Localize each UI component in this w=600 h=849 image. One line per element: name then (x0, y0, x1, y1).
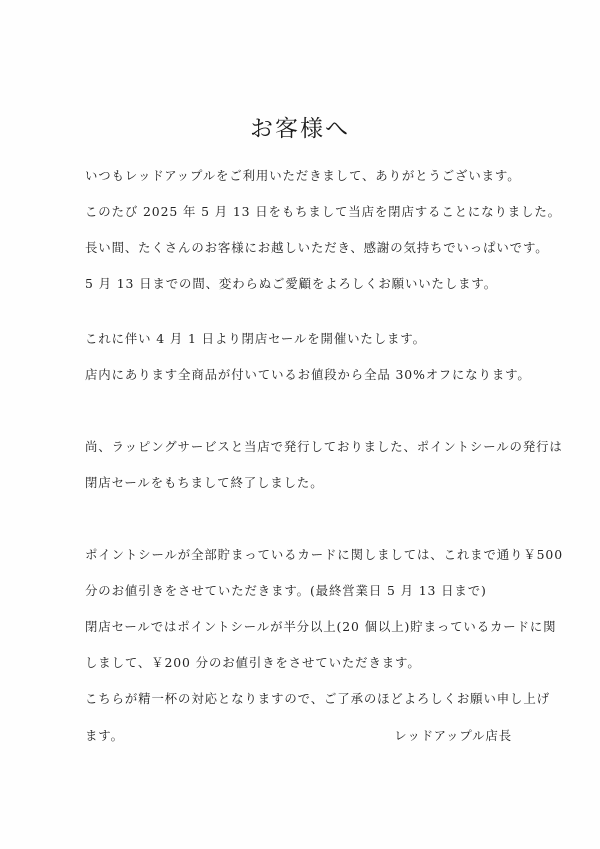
sale-line-1: これに伴い 4 月 1 日より閉店セールを開催いたします。 (85, 331, 426, 346)
points-line-6: ます。 (85, 728, 124, 743)
greeting-line-2: このたび 2025 年 5 月 13 日をもちまして当店を閉店することになりました。 (85, 204, 561, 219)
points-line-1: ポイントシールが全部貯まっているカードに関しましては、これまで通り￥500 (85, 547, 563, 562)
points-line-4: しまして、￥200 分のお値引きをさせていただきます。 (85, 655, 421, 670)
letter-title: お客様へ (250, 116, 350, 142)
sale-line-2: 店内にあります全商品が付いているお値段から全品 30%オフになります。 (85, 367, 531, 382)
greeting-line-3: 長い間、たくさんのお客様にお越しいただき、感謝の気持ちでいっぱいです。 (85, 240, 549, 255)
notice-line-2: 閉店セールをもちまして終了しました。 (85, 475, 324, 490)
greeting-line-1: いつもレッドアップルをご利用いただきまして、ありがとうございます。 (85, 168, 521, 183)
points-line-3: 閉店セールではポイントシールが半分以上(20 個以上)貯まっているカードに関 (85, 619, 557, 634)
points-line-2: 分のお値引きをさせていただきます。(最終営業日 5 月 13 日まで) (85, 583, 487, 598)
signature: レッドアップル店長 (394, 728, 512, 743)
points-line-5: こちらが精一杯の対応となりますので、ご了承のほどよろしくお願い申し上げ (85, 691, 550, 706)
greeting-line-4: 5 月 13 日までの間、変わらぬご愛顧をよろしくお願いいたします。 (85, 276, 498, 291)
notice-line-1: 尚、ラッピングサービスと当店で発行しておりました、ポイントシールの発行は (85, 439, 563, 454)
